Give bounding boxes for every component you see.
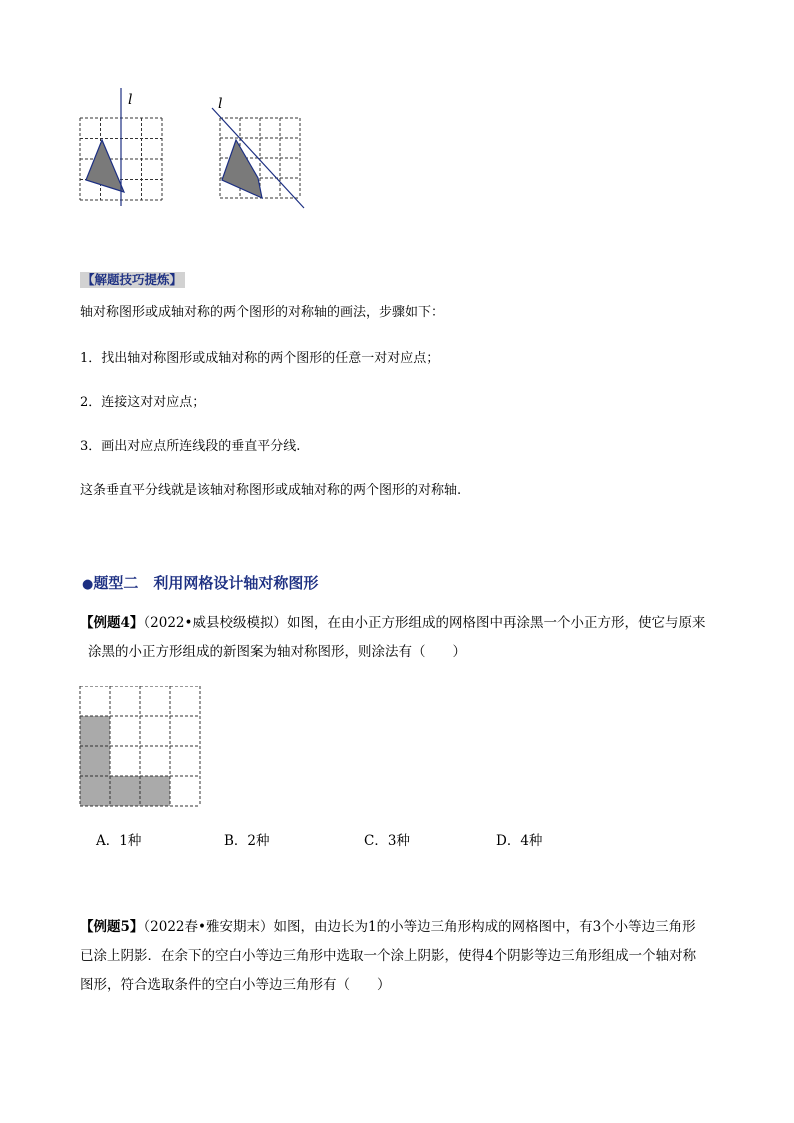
- option-c: C．3种: [364, 833, 410, 849]
- figure-grid-vertical-axis: [78, 84, 168, 212]
- example-4-question: [80, 609, 740, 667]
- example-5-question: [80, 913, 740, 1000]
- example-5-line-1: 【例题5】（2022春•雅安期末）如图，由边长为1的小等边三角形构成的网格图中，有3个小等边三角形: [80, 919, 696, 935]
- tip-intro: 轴对称图形或成轴对称的两个图形的对称轴的画法，步骤如下：: [80, 305, 445, 320]
- section-bullet: ●: [82, 577, 94, 592]
- shaded-l-shape: [80, 716, 170, 806]
- example-5-label: 【例题5】: [80, 919, 144, 935]
- axis-label: l: [218, 96, 223, 112]
- example-4-grid-figure: [78, 686, 204, 810]
- shaded-triangle: [86, 140, 124, 192]
- tip-header: 【解题技巧提炼】: [80, 272, 185, 288]
- example-4-line-1: 【例题4】（2022•威县校级模拟）如图，在由小正方形组成的网格图中再涂黑一个小正方形，使它与原来: [80, 615, 706, 631]
- option-a: A．1种: [96, 833, 142, 849]
- example-5-line-3: 图形，符合选取条件的空白小等边三角形有（ ）: [80, 977, 391, 993]
- option-d: D．4种: [496, 833, 543, 849]
- example-4-line-2: 涂黑的小正方形组成的新图案为轴对称图形，则涂法有（ ）: [88, 644, 466, 660]
- figure-grid-diagonal-axis: [210, 94, 312, 212]
- section-title: [82, 572, 318, 593]
- tip-step-1: 1．找出轴对称图形或成轴对称的两个图形的任意一对对应点；: [80, 351, 440, 366]
- tip-conclusion: 这条垂直平分线就是该轴对称图形或成轴对称的两个图形的对称轴.: [80, 483, 462, 498]
- option-b: B．2种: [224, 833, 270, 849]
- example-5-line-2: 已涂上阴影．在余下的空白小等边三角形中选取一个涂上阴影，使得4个阴影等边三角形组成一个轴对称: [80, 948, 697, 964]
- section-title-text: 题型二 利用网格设计轴对称图形: [93, 574, 319, 592]
- tip-step-3: 3．画出对应点所连线段的垂直平分线.: [80, 439, 301, 454]
- example-4-label: 【例题4】: [80, 615, 144, 631]
- tip-step-2: 2．连接这对对应点；: [80, 395, 206, 410]
- axis-label: l: [128, 92, 133, 108]
- shaded-quadrilateral: [222, 140, 262, 198]
